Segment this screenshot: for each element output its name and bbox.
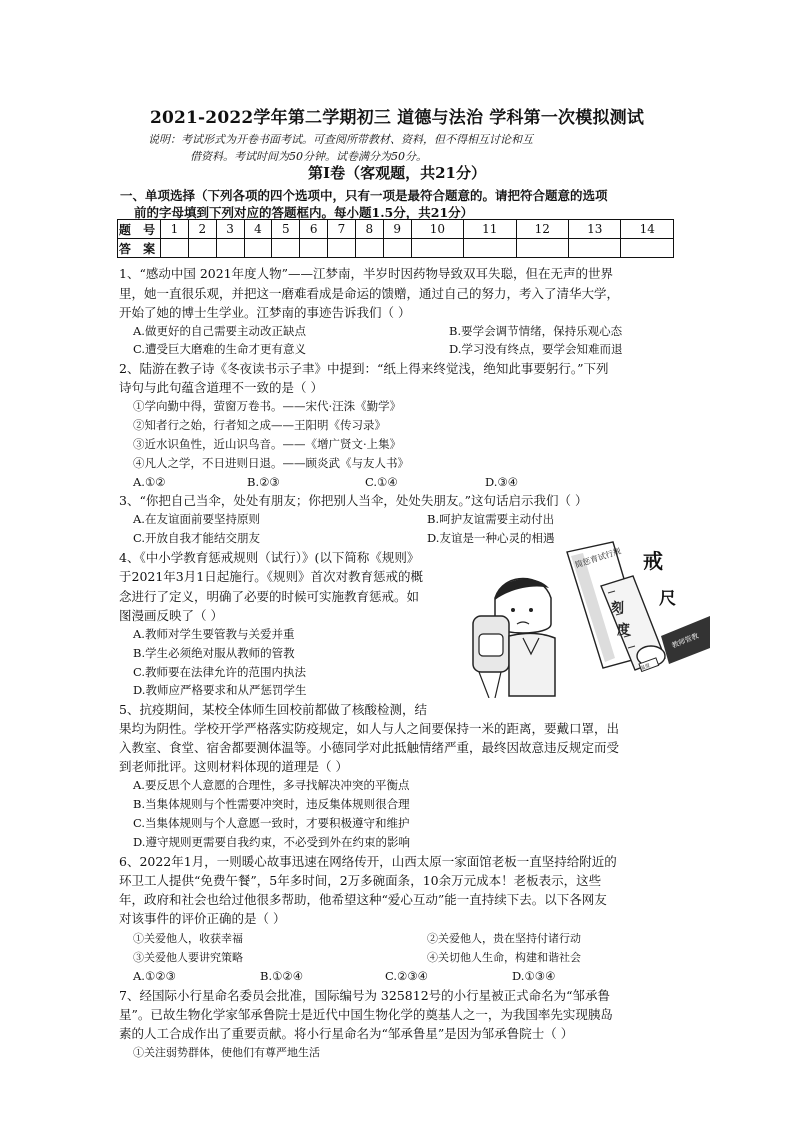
q6-stem-line4: 对该事件的评价正确的是（ ） xyxy=(119,911,286,926)
answer-blank-cell[interactable] xyxy=(188,239,216,258)
answer-number-cell: 2 xyxy=(188,220,216,239)
q4-stem-line1: 4、《中小学教育惩戒规则（试行）》(以下简称《规则》 xyxy=(119,550,420,565)
q6-item-4: ④关切他人生命，构建和谐社会 xyxy=(427,951,581,964)
answer-blank-cell[interactable] xyxy=(244,239,272,258)
answer-blank-cell[interactable] xyxy=(300,239,328,258)
q2-option-c: C.①④ xyxy=(365,475,398,489)
answer-number-cell: 4 xyxy=(244,220,272,239)
q6-stem-line3: 年，政府和社会也给过他很多帮助，他希望这种“爱心互动”能一直持续下去。以下各网友 xyxy=(119,892,607,907)
q1-stem-line1: 1、“感动中国 2021年度人物”——江梦南，半岁时因药物导致双耳失聪，但在无声的世界 xyxy=(119,266,614,281)
q4-stem-line4: 图漫画反映了（ ） xyxy=(119,608,223,623)
q6-item-2: ②关爱他人，贵在坚持付诸行动 xyxy=(427,932,581,945)
q6-option-d: D.①③④ xyxy=(512,969,556,983)
q3-option-d: D.友谊是一种心灵的相遇 xyxy=(427,531,555,545)
q4-stem-line2: 于2021年3月1日起施行。《规则》首次对教育惩戒的概 xyxy=(119,569,423,584)
q2-item-2: ②知者行之始，行者知之成——王阳明《传习录》 xyxy=(133,418,386,432)
q5-option-d: D.遵守规则更需要自我约束，不必受到外在约束的影响 xyxy=(133,835,410,849)
q5-stem-line3: 入教室、食堂、宿舍都要测体温等。小德同学对此抵触情绪严重，最终因故意违反规定而受 xyxy=(119,740,620,755)
q6-stem-line2: 环卫工人提供“免费午餐”，5年多时间，2万多碗面条，10余万元成本！老板表示，这些 xyxy=(119,873,602,888)
answer-number-cell: 6 xyxy=(300,220,328,239)
student-icon xyxy=(473,579,555,699)
q3-option-c: C.开放自我才能结交朋友 xyxy=(133,531,261,545)
q7-stem-line2: 星”。已故生物化学家邹承鲁院士是近代中国生物化学的奠基人之一，为我国率先实现胰岛 xyxy=(119,1007,613,1022)
q7-stem-line3: 素的人工合成作出了重要贡献。将小行星命名为“邹承鲁星”是因为邹承鲁院士（ ） xyxy=(119,1026,574,1041)
exam-note-line1: 说明：考试形式为开卷书面考试。可查阅所带教材、资料，但不得相互讨论和互 xyxy=(148,133,533,146)
q2-item-4: ④凡人之学，不日进则日退。——顾炎武《与友人书》 xyxy=(133,456,409,470)
answer-blank-cell[interactable] xyxy=(516,239,568,258)
q3-stem: 3、“你把自己当伞，处处有朋友；你把别人当伞，处处失朋友。”这句话启示我们（ ） xyxy=(119,493,588,508)
q2-option-a: A.①② xyxy=(133,475,166,489)
ruler-label-char1: 戒 xyxy=(643,549,663,573)
answer-blank-cell[interactable] xyxy=(272,239,300,258)
answer-blank-cell[interactable] xyxy=(411,239,463,258)
q2-stem-line2: 诗句与此句蕴含道理不一致的是（ ） xyxy=(119,380,323,395)
q7-item-1: ①关注弱势群体，使他们有尊严地生活 xyxy=(133,1046,320,1059)
ruler-label-char2: 尺 xyxy=(659,589,676,609)
q1-option-b: B.要学会调节情绪，保持乐观心态 xyxy=(449,324,623,338)
q2-option-b: B.②③ xyxy=(247,475,280,489)
answer-table-answer-row xyxy=(118,239,674,258)
q7-stem-line1: 7、经国际小行星命名委员会批准，国际编号为 325812号的小行星被正式命名为“邹承鲁 xyxy=(119,988,611,1003)
answer-number-cell: 12 xyxy=(516,220,568,239)
answer-blank-cell[interactable] xyxy=(355,239,383,258)
q4-option-d: D.教师应严格要求和从严惩罚学生 xyxy=(133,683,307,697)
q4-stem-line3: 念进行了定义，明确了必要的时候可实施教育惩戒。如 xyxy=(119,589,420,604)
teacher-cuff-text: 温度 xyxy=(639,662,652,672)
q4-option-c: C.教师要在法律允许的范围内执法 xyxy=(133,665,307,679)
q1-option-a: A.做更好的自己需要主动改正缺点 xyxy=(133,324,306,338)
q2-stem-line1: 2、陆游在教子诗《冬夜读书示子聿》中提到：“纸上得来终觉浅，绝知此事要躬行。”下列 xyxy=(119,361,609,376)
q2-item-3: ③近水识鱼性，近山识鸟音。——《增广贤文·上集》 xyxy=(133,437,402,451)
exam-title: 2021-2022学年第二学期初三 道德与法治 学科第一次模拟测试 xyxy=(149,108,645,128)
q1-stem-line3: 开始了她的博士生学业。江梦南的事迹告诉我们（ ） xyxy=(119,305,411,320)
q5-option-c: C.当集体规则与个人意愿一致时，才要积极遵守和维护 xyxy=(133,816,410,830)
q6-option-a: A.①②③ xyxy=(133,969,176,983)
q6-option-b: B.①②④ xyxy=(260,969,304,983)
answer-number-cell: 11 xyxy=(464,220,516,239)
answer-number-cell: 8 xyxy=(355,220,383,239)
q3-option-b: B.呵护友谊需要主动付出 xyxy=(427,512,555,526)
answer-blank-cell[interactable] xyxy=(621,239,674,258)
q6-item-1: ①关爱他人，收获幸福 xyxy=(133,932,243,945)
answer-number-cell: 5 xyxy=(272,220,300,239)
answer-number-cell: 14 xyxy=(621,220,674,239)
answer-number-cell: 13 xyxy=(569,220,621,239)
section-instruction-line1: 一、单项选择（下列各项的四个选项中，只有一项是最符合题意的。请把符合题意的选项 xyxy=(120,188,608,203)
q1-option-d: D.学习没有终点，要学会知难而退 xyxy=(449,342,623,356)
answer-blank-cell[interactable] xyxy=(216,239,244,258)
q1-stem-line2: 里，她一直很乐观，并把这一磨难看成是命运的馈赠，通过自己的努力，考入了清华大学， xyxy=(119,286,620,301)
q2-option-d: D.③④ xyxy=(485,475,519,489)
q5-stem-line2: 果均为阴性。学校开学严格落实防疫规定，如人与人之间要保持一米的距离，要戴口罩，出 xyxy=(119,721,620,736)
answer-blank-cell[interactable] xyxy=(464,239,516,258)
answer-table xyxy=(117,219,674,258)
ruler-scale-char1: 刻 xyxy=(611,601,625,616)
answer-blank-cell[interactable] xyxy=(569,239,621,258)
q6-option-c: C.②③④ xyxy=(385,969,428,983)
answer-blank-cell[interactable] xyxy=(383,239,411,258)
teacher-sleeve-text: 教师管教 xyxy=(670,631,700,650)
answer-number-cell: 1 xyxy=(161,220,189,239)
answer-number-cell: 3 xyxy=(216,220,244,239)
q1-option-c: C.遭受巨大磨难的生命才更有意义 xyxy=(133,342,307,356)
row-label-number: 题 号 xyxy=(118,220,161,239)
answer-blank-cell[interactable] xyxy=(328,239,356,258)
exam-note-line2: 借资料。考试时间为50分钟。试卷满分为50分。 xyxy=(190,150,427,163)
q5-stem-line4: 到老师批评。这则材料体现的道理是（ ） xyxy=(119,759,348,774)
section-title: 第Ⅰ卷（客观题，共21分） xyxy=(308,164,486,182)
answer-number-cell: 7 xyxy=(328,220,356,239)
row-label-answer: 答 案 xyxy=(118,239,161,258)
q2-item-1: ①学向勤中得，萤窗万卷书。——宋代·汪洙《勤学》 xyxy=(133,399,402,413)
ruler-scale-char2: 度 xyxy=(617,623,631,638)
q5-option-b: B.当集体规则与个性需要冲突时，违反集体规则很合理 xyxy=(133,797,410,811)
rules-book-title: 简惩育试行规 xyxy=(573,546,623,570)
answer-number-cell: 9 xyxy=(383,220,411,239)
q4-option-a: A.教师对学生要管教与关爱并重 xyxy=(133,627,295,641)
section-instruction-line2: 前的字母填到下列对应的答题框内。每小题1.5分，共21分） xyxy=(134,205,474,220)
q5-stem-line1: 5、抗疫期间，某校全体师生回校前都做了核酸检测，结 xyxy=(119,702,427,717)
answer-blank-cell[interactable] xyxy=(161,239,189,258)
q3-option-a: A.在友谊面前要坚持原则 xyxy=(133,512,260,526)
cartoon-ruler-illustration xyxy=(465,538,710,698)
q5-option-a: A.要反思个人意愿的合理性，多寻找解决冲突的平衡点 xyxy=(133,778,410,792)
q6-item-3: ③关爱他人要讲究策略 xyxy=(133,951,243,964)
q4-option-b: B.学生必须绝对服从教师的管教 xyxy=(133,646,295,660)
q6-stem-line1: 6、2022年1月，一则暖心故事迅速在网络传开，山西太原一家面馆老板一直坚持给附近的 xyxy=(119,854,617,869)
answer-table-number-row xyxy=(118,220,674,239)
answer-number-cell: 10 xyxy=(411,220,463,239)
